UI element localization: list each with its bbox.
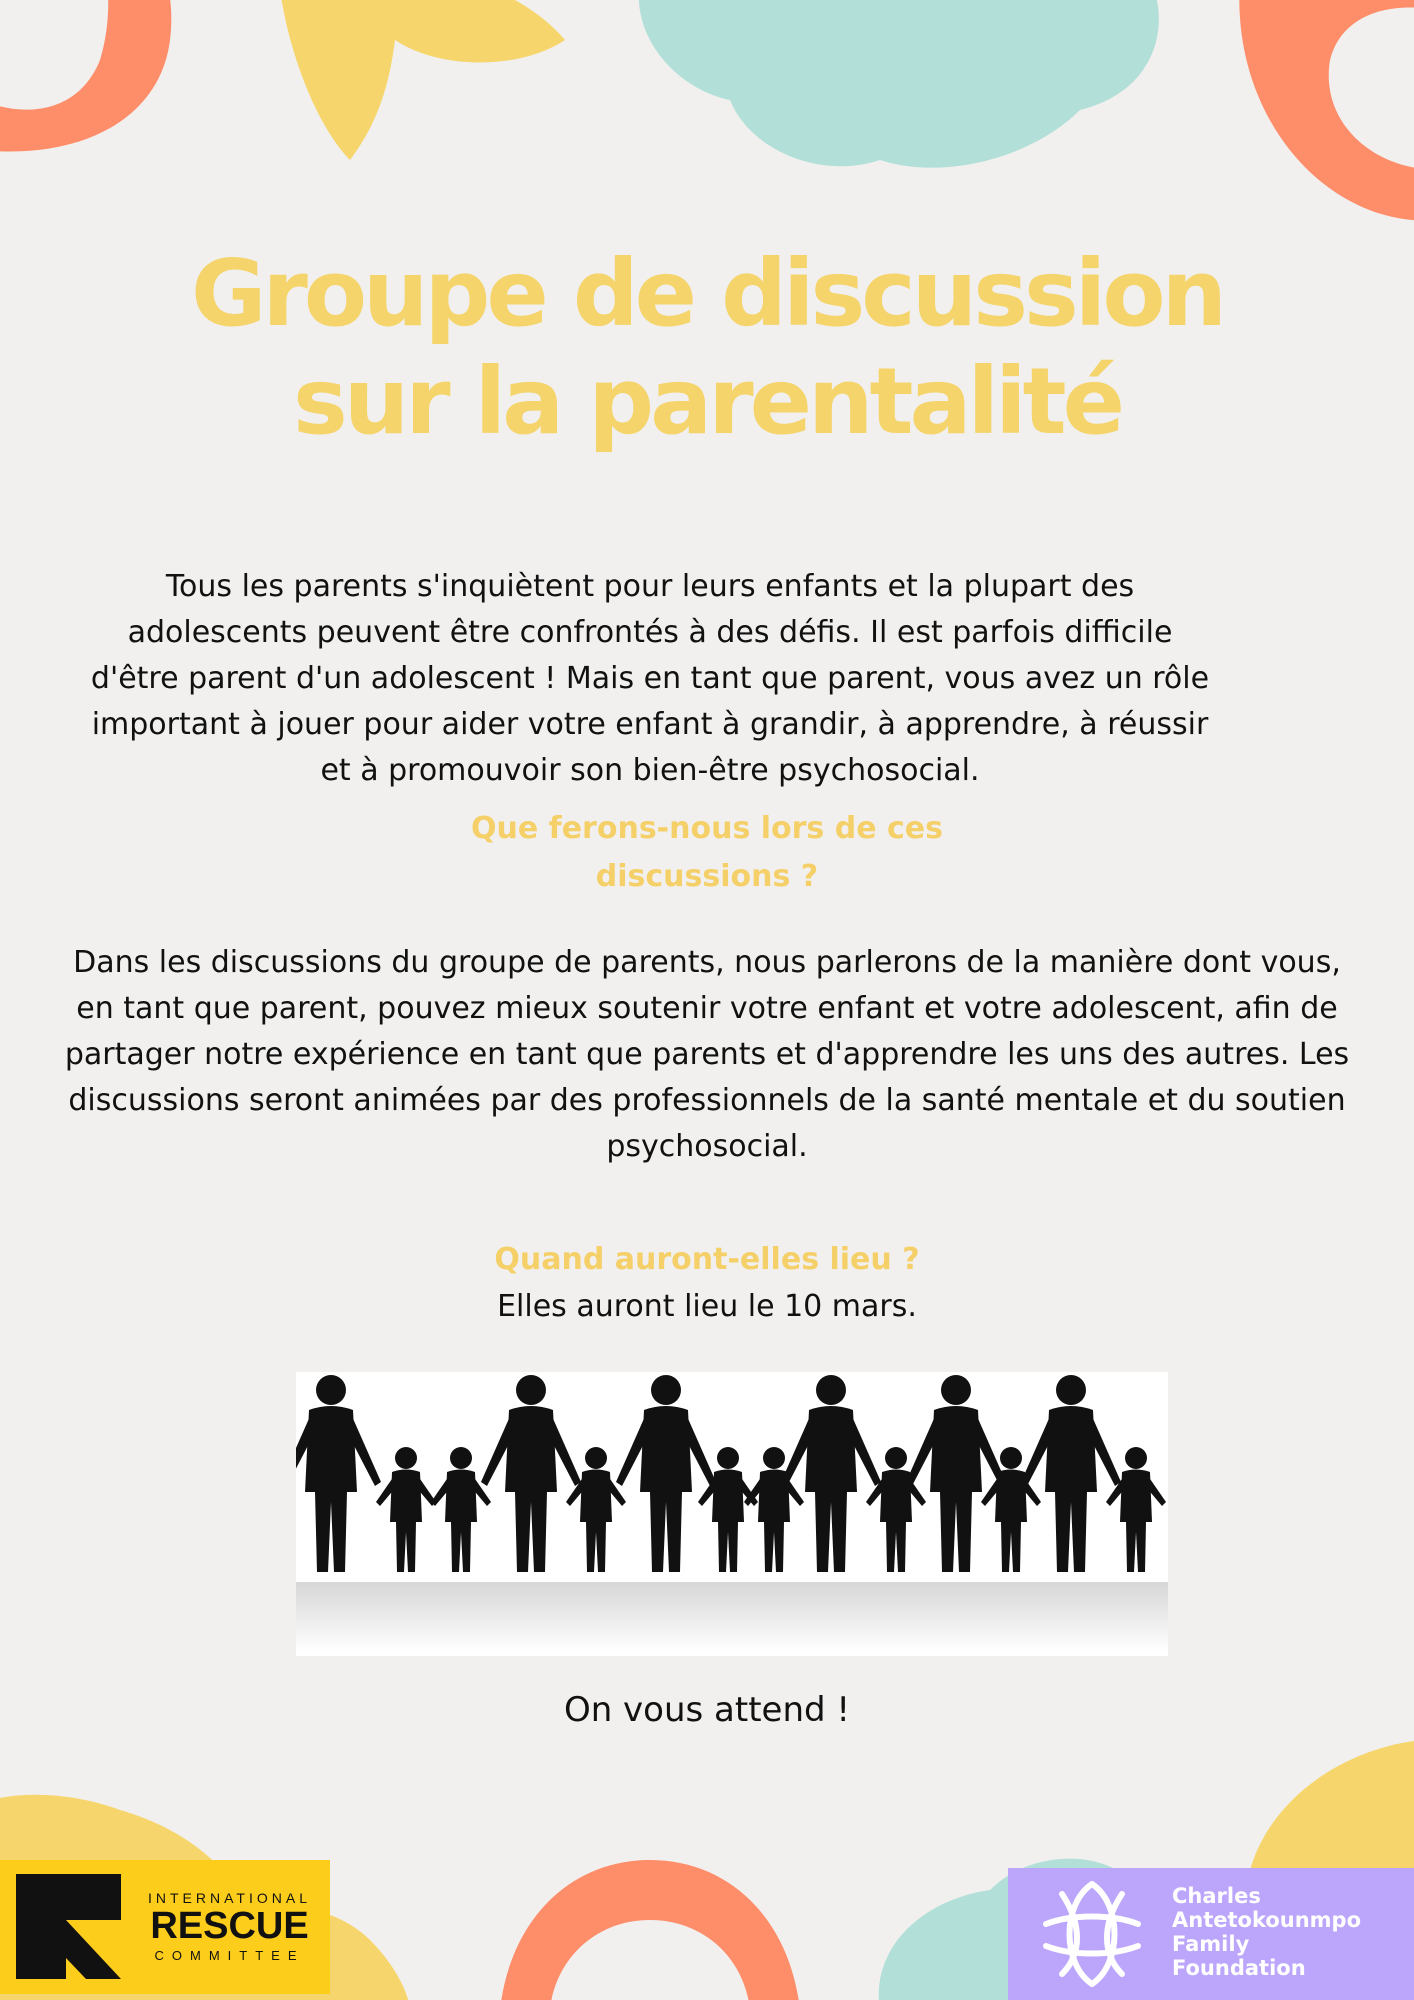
- what-line: discussions seront animées par des professionnels de la santé mentale et du soutien: [68, 1083, 1346, 1118]
- what-heading-line-2: discussions ?: [595, 859, 819, 894]
- caff-logo: [1008, 1868, 1414, 2000]
- closing-text: On vous attend !: [563, 1690, 851, 1730]
- teal-blob-top: [639, 0, 1159, 168]
- what-heading: [0, 805, 1414, 901]
- irc-logo: [0, 1860, 330, 1994]
- intro-line: et à promouvoir son bien-être psychosocial.: [320, 753, 980, 788]
- spiral-globe-icon: [1032, 1874, 1152, 1994]
- caff-name: [1172, 1884, 1361, 1980]
- intro-line: Tous les parents s'inquiètent pour leurs enfants et la plupart des: [165, 569, 1135, 604]
- title-line-1: Groupe de discussion: [190, 240, 1224, 347]
- what-line: Dans les discussions du groupe de parents, nous parlerons de la manière dont vous,: [73, 945, 1341, 980]
- intro-line: adolescents peuvent être confrontés à des défis. Il est parfois difficile: [127, 615, 1173, 650]
- what-heading-line-1: Que ferons-nous lors de ces: [471, 811, 943, 846]
- page-title: [0, 240, 1414, 456]
- yellow-leaf-top: [280, 0, 565, 160]
- when-text: Elles auront lieu le 10 mars.: [497, 1289, 917, 1324]
- what-line: partager notre expérience en tant que parents et d'apprendre les uns des autres. Les: [64, 1037, 1350, 1072]
- coral-arc-top-left: [0, 0, 171, 152]
- coral-arch-bottom: [500, 1860, 800, 2000]
- what-line: psychosocial.: [606, 1129, 808, 1164]
- irc-arrow-icon: [16, 1874, 126, 1984]
- yellow-sun-bottom-right: [1250, 1740, 1414, 1870]
- family-silhouette-icon: [296, 1372, 1168, 1656]
- what-paragraph: [20, 940, 1394, 1170]
- intro-line: important à jouer pour aider votre enfant à grandir, à apprendre, à réussir: [91, 707, 1209, 742]
- title-line-2: sur la parentalité: [292, 348, 1121, 455]
- family-silhouette-image: [296, 1372, 1168, 1656]
- what-line: en tant que parent, pouvez mieux soutenir votre enfant et votre adolescent, afin de: [76, 991, 1338, 1026]
- irc-line-2: RESCUE: [150, 1905, 309, 1947]
- irc-line-3: COMMITTEE: [154, 1948, 305, 1963]
- caff-line-3: Family: [1172, 1932, 1250, 1956]
- irc-line-1: INTERNATIONAL: [148, 1890, 311, 1906]
- intro-line: d'être parent d'un adolescent ! Mais en tant que parent, vous avez un rôle: [90, 661, 1210, 696]
- when-heading: Quand auront-elles lieu ?: [494, 1242, 920, 1277]
- caff-line-2: Antetokounmpo: [1172, 1908, 1362, 1932]
- intro-paragraph: [30, 564, 1270, 794]
- caff-line-1: Charles: [1172, 1884, 1261, 1908]
- coral-ring-top-right: [1239, 0, 1414, 221]
- caff-line-4: Foundation: [1172, 1956, 1306, 1980]
